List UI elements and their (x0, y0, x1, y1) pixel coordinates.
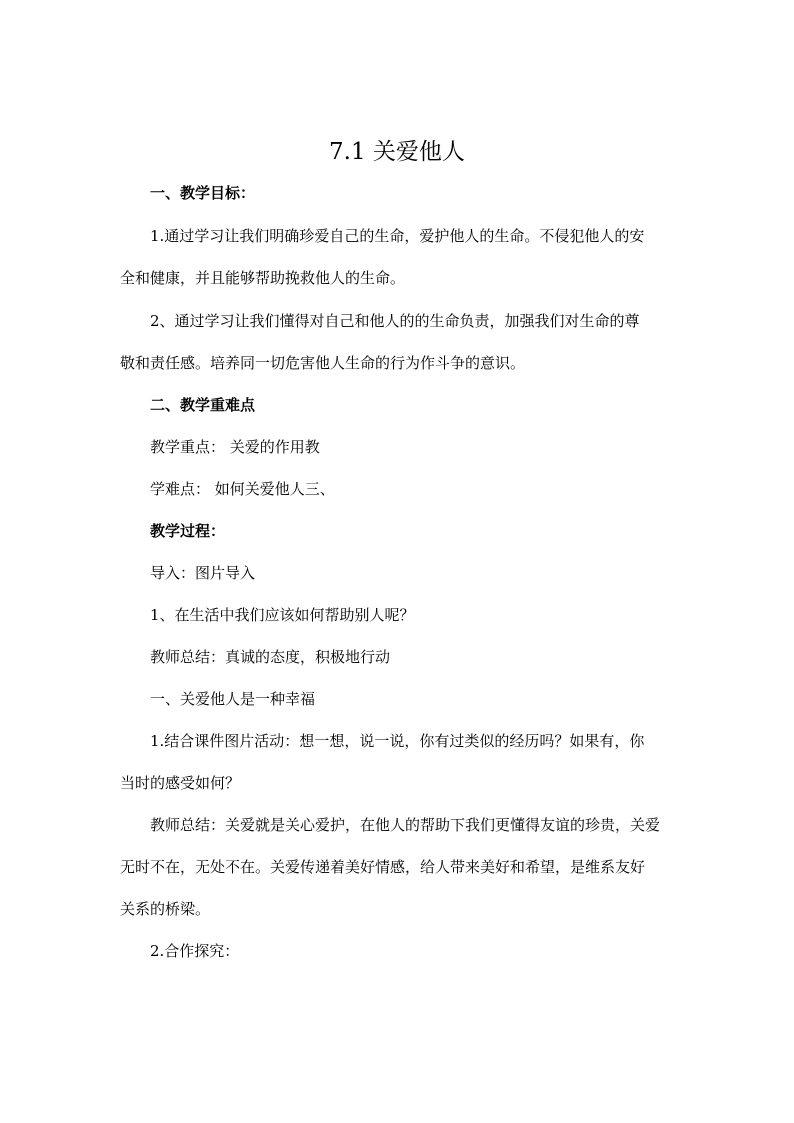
difficult-point: 学难点： 如何关爱他人三、 (150, 480, 335, 498)
goal-1-line-2: 全和健康，并且能够帮助挽救他人的生命。 (120, 269, 406, 287)
cooperative-inquiry: 2.合作探究： (150, 942, 240, 960)
goal-1-line-1: 1.通过学习让我们明确珍爱自己的生命，爱护他人的生命。不侵犯他人的安 (150, 227, 645, 245)
section-heading-process: 教学过程： (150, 522, 226, 540)
page-title: 7.1 关爱他人 (329, 139, 465, 165)
key-point: 教学重点： 关爱的作用教 (150, 438, 320, 456)
section-heading-goals: 一、教学目标： (150, 184, 256, 202)
intro-line: 导入：图片导入 (150, 564, 256, 582)
teacher-summary-2-line-2: 无时不在，无处不在。关爱传递着美好情感，给人带来美好和希望，是维系友好 (120, 858, 646, 876)
activity-line-1: 1.结合课件图片活动：想一想，说一说，你有过类似的经历吗？如果有，你 (150, 732, 645, 750)
teacher-summary-2-line-1: 教师总结：关爱就是关心爱护，在他人的帮助下我们更懂得友谊的珍贵，关爱 (150, 816, 661, 834)
part-1-heading: 一、关爱他人是一种幸福 (150, 690, 316, 708)
teacher-summary-2-line-3: 关系的桥梁。 (120, 900, 211, 918)
goal-2-line-2: 敬和责任感。培养同一切危害他人生命的行为作斗争的意识。 (120, 354, 526, 372)
activity-line-2: 当时的感受如何？ (120, 774, 241, 792)
teacher-summary-1: 教师总结：真诚的态度，积极地行动 (150, 648, 391, 666)
section-heading-key-points: 二、教学重难点 (150, 396, 256, 414)
question-1: 1、在生活中我们应该如何帮助别人呢？ (150, 606, 415, 624)
goal-2-line-1: 2、通过学习让我们懂得对自己和他人的的生命负责，加强我们对生命的尊 (150, 312, 640, 330)
